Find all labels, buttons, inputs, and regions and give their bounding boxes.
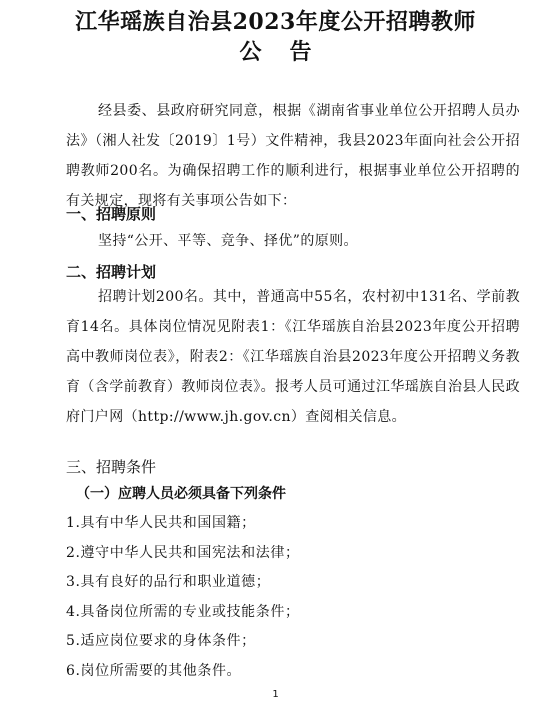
- list-item: 1.具有中华人民共和国国籍；: [66, 515, 256, 531]
- plan-paragraph: [66, 282, 520, 432]
- list-item: 4.具备岗位所需的专业或技能条件；: [66, 603, 300, 620]
- intro-text: 经县委、县政府研究同意，根据《湖南省事业单位公开招聘人员办法》（湘人社发〔2019〕1号）文件精神，我县2023年面向社会公开招聘教师200名。为确保招聘工作的顺利进行，根据事业单位公开招聘的有关规定，现将有关事项公告如下：: [66, 103, 520, 209]
- announcement-title: 江华瑶族自治县2023年度公开招聘教师: [75, 9, 476, 35]
- announcement-subtitle: 公告: [239, 39, 340, 65]
- principle-paragraph: 坚持“公开、平等、竞争、择优”的原则。: [98, 233, 358, 249]
- intro-paragraph: [66, 96, 520, 216]
- list-item: 3.具有良好的品行和职业道德；: [66, 574, 271, 590]
- list-item: 6.岗位所需要的其他条件。: [66, 662, 242, 679]
- list-item: 2.遵守中华人民共和国宪法和法律；: [66, 544, 300, 561]
- conditions-list: [66, 509, 506, 686]
- section-heading-plan: 二、招聘计划: [66, 263, 157, 281]
- subsection-heading-requirements: （一）应聘人员必须具备下列条件: [76, 486, 286, 502]
- list-item: 5.适应岗位要求的身体条件；: [66, 633, 256, 649]
- section-heading-conditions: 三、招聘条件: [66, 458, 157, 476]
- plan-text: 招聘计划200名。其中，普通高中55名，农村初中131名、学前教育14名。具体岗位情况见附表1：《江华瑶族自治县2023年度公开招聘高中教师岗位表》，附表2：《江华瑶族自治县2023年度公开招聘义务教育（含学前教育）教师岗位表》。报考人员可通过江华瑶族自治县人民政府门户网（http://www.jh.gov.cn）查阅相关信息。: [66, 289, 520, 425]
- section-heading-principle: 一、招聘原则: [66, 205, 157, 223]
- page-number: 1: [272, 689, 279, 700]
